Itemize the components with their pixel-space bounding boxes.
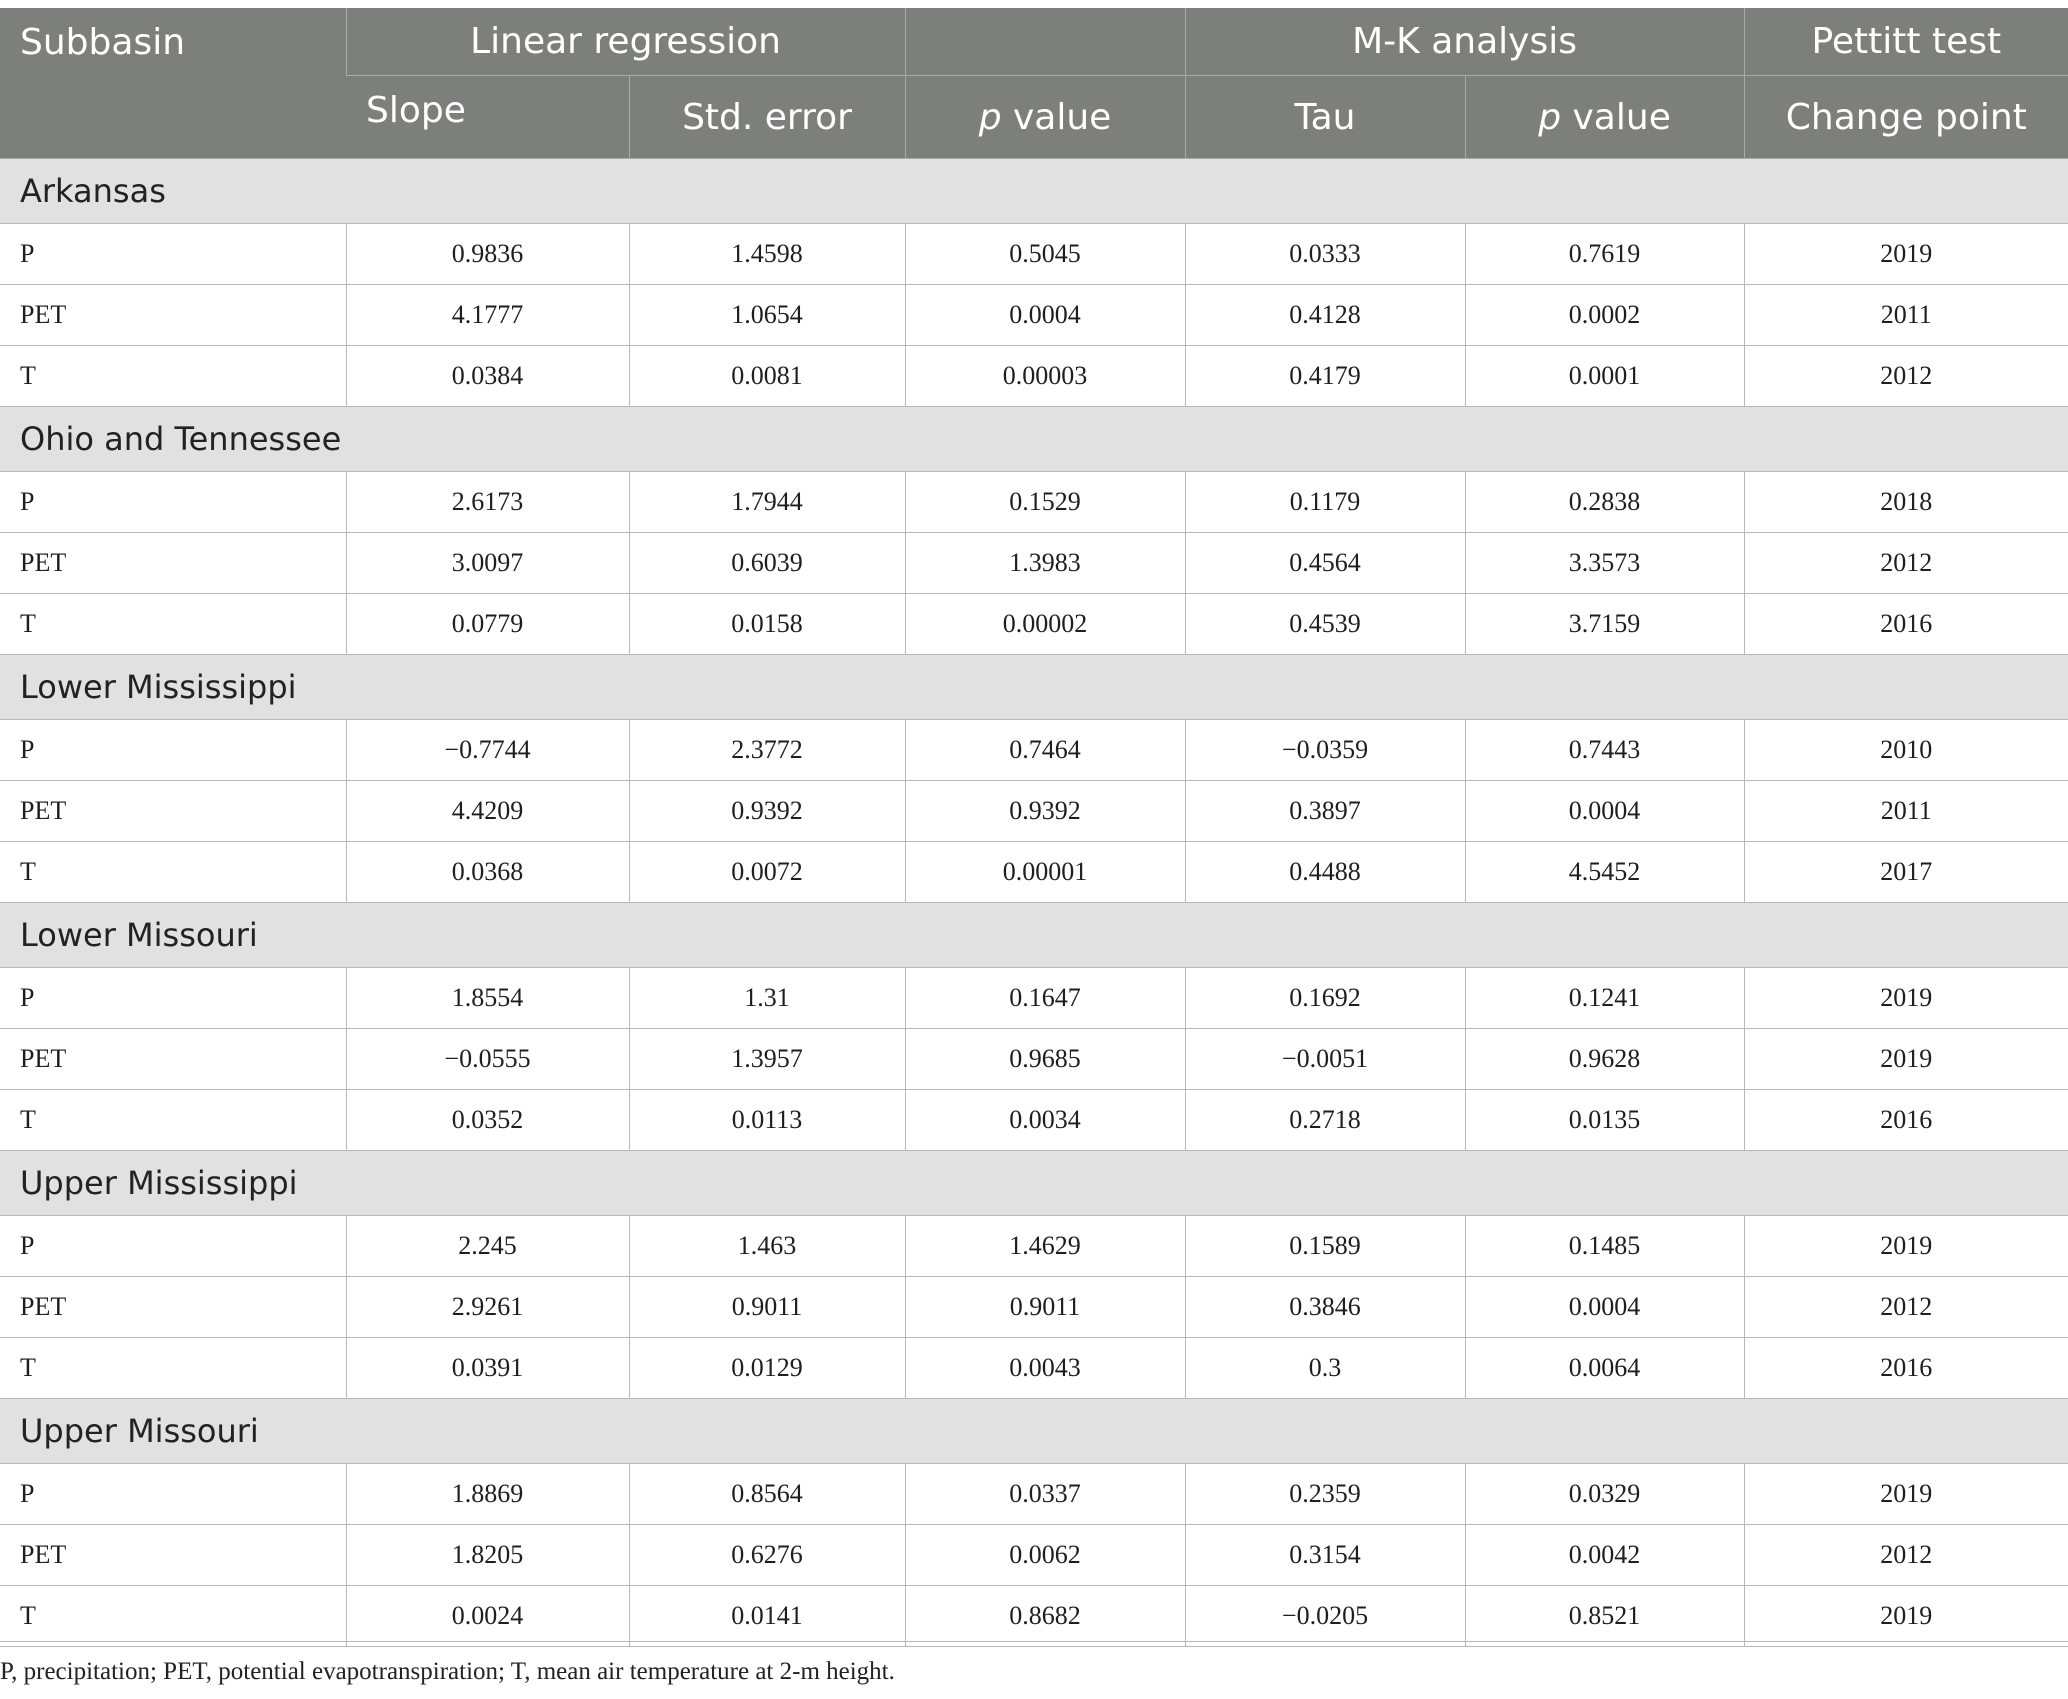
value-cell: 4.4209 xyxy=(346,781,629,842)
variable-cell: PET xyxy=(0,1525,346,1586)
header-tau: Tau xyxy=(1185,76,1465,159)
value-cell: 0.0779 xyxy=(346,594,629,655)
table-footnote: P, precipitation; PET, potential evapotranspiration; T, mean air temperature at 2-m height. xyxy=(0,1658,895,1685)
value-cell: 0.0141 xyxy=(629,1586,905,1647)
value-cell: 0.0064 xyxy=(1465,1338,1744,1399)
value-cell: 2012 xyxy=(1744,346,2068,407)
value-cell: 0.4488 xyxy=(1185,842,1465,903)
variable-cell: P xyxy=(0,224,346,285)
table-row xyxy=(0,781,2068,842)
variable-cell: P xyxy=(0,1464,346,1525)
variable-cell: T xyxy=(0,346,346,407)
value-cell: 1.8869 xyxy=(346,1464,629,1525)
table-row xyxy=(0,842,2068,903)
results-table-container xyxy=(0,8,2068,1647)
value-cell: 0.6276 xyxy=(629,1525,905,1586)
group-label: Ohio and Tennessee xyxy=(0,407,2068,472)
variable-cell: P xyxy=(0,472,346,533)
table-row xyxy=(0,285,2068,346)
value-cell: 0.0043 xyxy=(905,1338,1185,1399)
value-cell: 1.4598 xyxy=(629,224,905,285)
value-cell: 0.0004 xyxy=(1465,1277,1744,1338)
group-label: Lower Missouri xyxy=(0,903,2068,968)
value-cell: 1.8205 xyxy=(346,1525,629,1586)
value-cell: 2.9261 xyxy=(346,1277,629,1338)
value-cell: 0.0158 xyxy=(629,594,905,655)
value-cell: 2.245 xyxy=(346,1216,629,1277)
value-cell: 2012 xyxy=(1744,533,2068,594)
value-cell: 0.1692 xyxy=(1185,968,1465,1029)
header-lr-p-value xyxy=(905,76,1185,159)
value-cell: 0.2359 xyxy=(1185,1464,1465,1525)
header-pettitt-test: Pettitt test xyxy=(1744,8,2068,76)
variable-cell: PET xyxy=(0,781,346,842)
value-cell: 2019 xyxy=(1744,1216,2068,1277)
value-cell: 2012 xyxy=(1744,1277,2068,1338)
value-cell: 0.0004 xyxy=(1465,781,1744,842)
value-cell: 0.00002 xyxy=(905,594,1185,655)
group-row xyxy=(0,655,2068,720)
value-cell: 0.7443 xyxy=(1465,720,1744,781)
table-row xyxy=(0,1029,2068,1090)
value-cell: 0.6039 xyxy=(629,533,905,594)
value-cell: 0.7464 xyxy=(905,720,1185,781)
value-cell: 0.3154 xyxy=(1185,1525,1465,1586)
value-cell: 0.0062 xyxy=(905,1525,1185,1586)
p-italic: p xyxy=(1538,96,1562,138)
variable-cell: PET xyxy=(0,285,346,346)
value-cell: 0.0337 xyxy=(905,1464,1185,1525)
variable-cell: P xyxy=(0,1216,346,1277)
value-cell: 2010 xyxy=(1744,720,2068,781)
header-linear-regression: Linear regression xyxy=(346,8,905,76)
value-cell: 0.9392 xyxy=(905,781,1185,842)
value-cell: 0.4564 xyxy=(1185,533,1465,594)
value-cell: 2019 xyxy=(1744,1586,2068,1647)
value-cell: 0.1529 xyxy=(905,472,1185,533)
value-cell: 0.8682 xyxy=(905,1586,1185,1647)
value-cell: −0.7744 xyxy=(346,720,629,781)
value-cell: 1.3983 xyxy=(905,533,1185,594)
table-row xyxy=(0,1216,2068,1277)
value-cell: 0.0081 xyxy=(629,346,905,407)
value-cell: 0.9836 xyxy=(346,224,629,285)
value-cell: 0.2718 xyxy=(1185,1090,1465,1151)
value-cell: 0.9628 xyxy=(1465,1029,1744,1090)
value-cell: 2012 xyxy=(1744,1525,2068,1586)
value-cell: 0.0368 xyxy=(346,842,629,903)
p-italic: p xyxy=(978,96,1002,138)
trend-analysis-table xyxy=(0,8,2068,1647)
value-cell: 0.0113 xyxy=(629,1090,905,1151)
table-row xyxy=(0,533,2068,594)
variable-cell: T xyxy=(0,1090,346,1151)
value-cell: 4.5452 xyxy=(1465,842,1744,903)
value-cell: 1.8554 xyxy=(346,968,629,1029)
value-cell: 3.7159 xyxy=(1465,594,1744,655)
table-row xyxy=(0,1464,2068,1525)
value-cell: 2019 xyxy=(1744,968,2068,1029)
table-row xyxy=(0,720,2068,781)
p-value-suffix: value xyxy=(1001,96,1112,138)
variable-cell: T xyxy=(0,1586,346,1647)
value-cell: 0.0391 xyxy=(346,1338,629,1399)
value-cell: 0.4128 xyxy=(1185,285,1465,346)
value-cell: 1.4629 xyxy=(905,1216,1185,1277)
value-cell: 0.1589 xyxy=(1185,1216,1465,1277)
value-cell: 0.1485 xyxy=(1465,1216,1744,1277)
table-row xyxy=(0,1586,2068,1647)
variable-cell: T xyxy=(0,594,346,655)
value-cell: 2017 xyxy=(1744,842,2068,903)
value-cell: 1.463 xyxy=(629,1216,905,1277)
value-cell: 2011 xyxy=(1744,781,2068,842)
value-cell: 2018 xyxy=(1744,472,2068,533)
header-mk-analysis: M-K analysis xyxy=(1185,8,1744,76)
value-cell: 0.9011 xyxy=(629,1277,905,1338)
header-std-error: Std. error xyxy=(629,76,905,159)
value-cell: 0.0135 xyxy=(1465,1090,1744,1151)
value-cell: 0.0072 xyxy=(629,842,905,903)
value-cell: 0.1179 xyxy=(1185,472,1465,533)
value-cell: 0.00003 xyxy=(905,346,1185,407)
value-cell: 2016 xyxy=(1744,594,2068,655)
variable-cell: PET xyxy=(0,1029,346,1090)
value-cell: −0.0555 xyxy=(346,1029,629,1090)
value-cell: 2019 xyxy=(1744,1029,2068,1090)
value-cell: −0.0051 xyxy=(1185,1029,1465,1090)
table-row xyxy=(0,1338,2068,1399)
value-cell: 0.2838 xyxy=(1465,472,1744,533)
group-label: Arkansas xyxy=(0,159,2068,224)
value-cell: 0.00001 xyxy=(905,842,1185,903)
group-label: Upper Mississippi xyxy=(0,1151,2068,1216)
value-cell: 0.9011 xyxy=(905,1277,1185,1338)
header-subbasin: Subbasin xyxy=(0,8,346,159)
value-cell: 2.3772 xyxy=(629,720,905,781)
value-cell: 0.8521 xyxy=(1465,1586,1744,1647)
group-row xyxy=(0,903,2068,968)
table-row xyxy=(0,1090,2068,1151)
value-cell: 3.0097 xyxy=(346,533,629,594)
table-row xyxy=(0,1277,2068,1338)
group-row xyxy=(0,1399,2068,1464)
value-cell: 0.0042 xyxy=(1465,1525,1744,1586)
value-cell: 0.0001 xyxy=(1465,346,1744,407)
value-cell: 0.0034 xyxy=(905,1090,1185,1151)
variable-cell: P xyxy=(0,968,346,1029)
variable-cell: T xyxy=(0,842,346,903)
value-cell: −0.0359 xyxy=(1185,720,1465,781)
table-row xyxy=(0,224,2068,285)
value-cell: 0.0352 xyxy=(346,1090,629,1151)
header-empty xyxy=(905,8,1185,76)
value-cell: 0.0384 xyxy=(346,346,629,407)
value-cell: 0.0024 xyxy=(346,1586,629,1647)
header-change-point: Change point xyxy=(1744,76,2068,159)
value-cell: 0.0333 xyxy=(1185,224,1465,285)
value-cell: 0.9685 xyxy=(905,1029,1185,1090)
value-cell: 2016 xyxy=(1744,1090,2068,1151)
table-body xyxy=(0,159,2068,1647)
value-cell: 0.0129 xyxy=(629,1338,905,1399)
value-cell: 0.7619 xyxy=(1465,224,1744,285)
value-cell: 0.8564 xyxy=(629,1464,905,1525)
table-row xyxy=(0,594,2068,655)
table-row xyxy=(0,1525,2068,1586)
variable-cell: PET xyxy=(0,533,346,594)
value-cell: 0.5045 xyxy=(905,224,1185,285)
variable-cell: PET xyxy=(0,1277,346,1338)
header-mk-p-value xyxy=(1465,76,1744,159)
value-cell: −0.0205 xyxy=(1185,1586,1465,1647)
value-cell: 2019 xyxy=(1744,224,2068,285)
value-cell: 1.31 xyxy=(629,968,905,1029)
value-cell: 0.0329 xyxy=(1465,1464,1744,1525)
value-cell: 0.3 xyxy=(1185,1338,1465,1399)
variable-cell: P xyxy=(0,720,346,781)
value-cell: 2019 xyxy=(1744,1464,2068,1525)
table-header xyxy=(0,8,2068,159)
value-cell: 0.3846 xyxy=(1185,1277,1465,1338)
value-cell: 0.0002 xyxy=(1465,285,1744,346)
value-cell: 1.0654 xyxy=(629,285,905,346)
value-cell: 3.3573 xyxy=(1465,533,1744,594)
value-cell: 2.6173 xyxy=(346,472,629,533)
group-row xyxy=(0,407,2068,472)
value-cell: 0.9392 xyxy=(629,781,905,842)
value-cell: 0.4179 xyxy=(1185,346,1465,407)
value-cell: 1.7944 xyxy=(629,472,905,533)
value-cell: 2011 xyxy=(1744,285,2068,346)
value-cell: 0.1647 xyxy=(905,968,1185,1029)
value-cell: 0.0004 xyxy=(905,285,1185,346)
table-row xyxy=(0,346,2068,407)
group-label: Upper Missouri xyxy=(0,1399,2068,1464)
value-cell: 0.3897 xyxy=(1185,781,1465,842)
group-row xyxy=(0,159,2068,224)
value-cell: 4.1777 xyxy=(346,285,629,346)
value-cell: 2016 xyxy=(1744,1338,2068,1399)
table-row xyxy=(0,968,2068,1029)
header-slope: Slope xyxy=(346,76,629,159)
table-row xyxy=(0,472,2068,533)
group-row xyxy=(0,1151,2068,1216)
value-cell: 0.4539 xyxy=(1185,594,1465,655)
value-cell: 0.1241 xyxy=(1465,968,1744,1029)
group-label: Lower Mississippi xyxy=(0,655,2068,720)
table-bottom-rule xyxy=(0,1641,2068,1642)
variable-cell: T xyxy=(0,1338,346,1399)
value-cell: 1.3957 xyxy=(629,1029,905,1090)
p-value-suffix: value xyxy=(1561,96,1671,138)
